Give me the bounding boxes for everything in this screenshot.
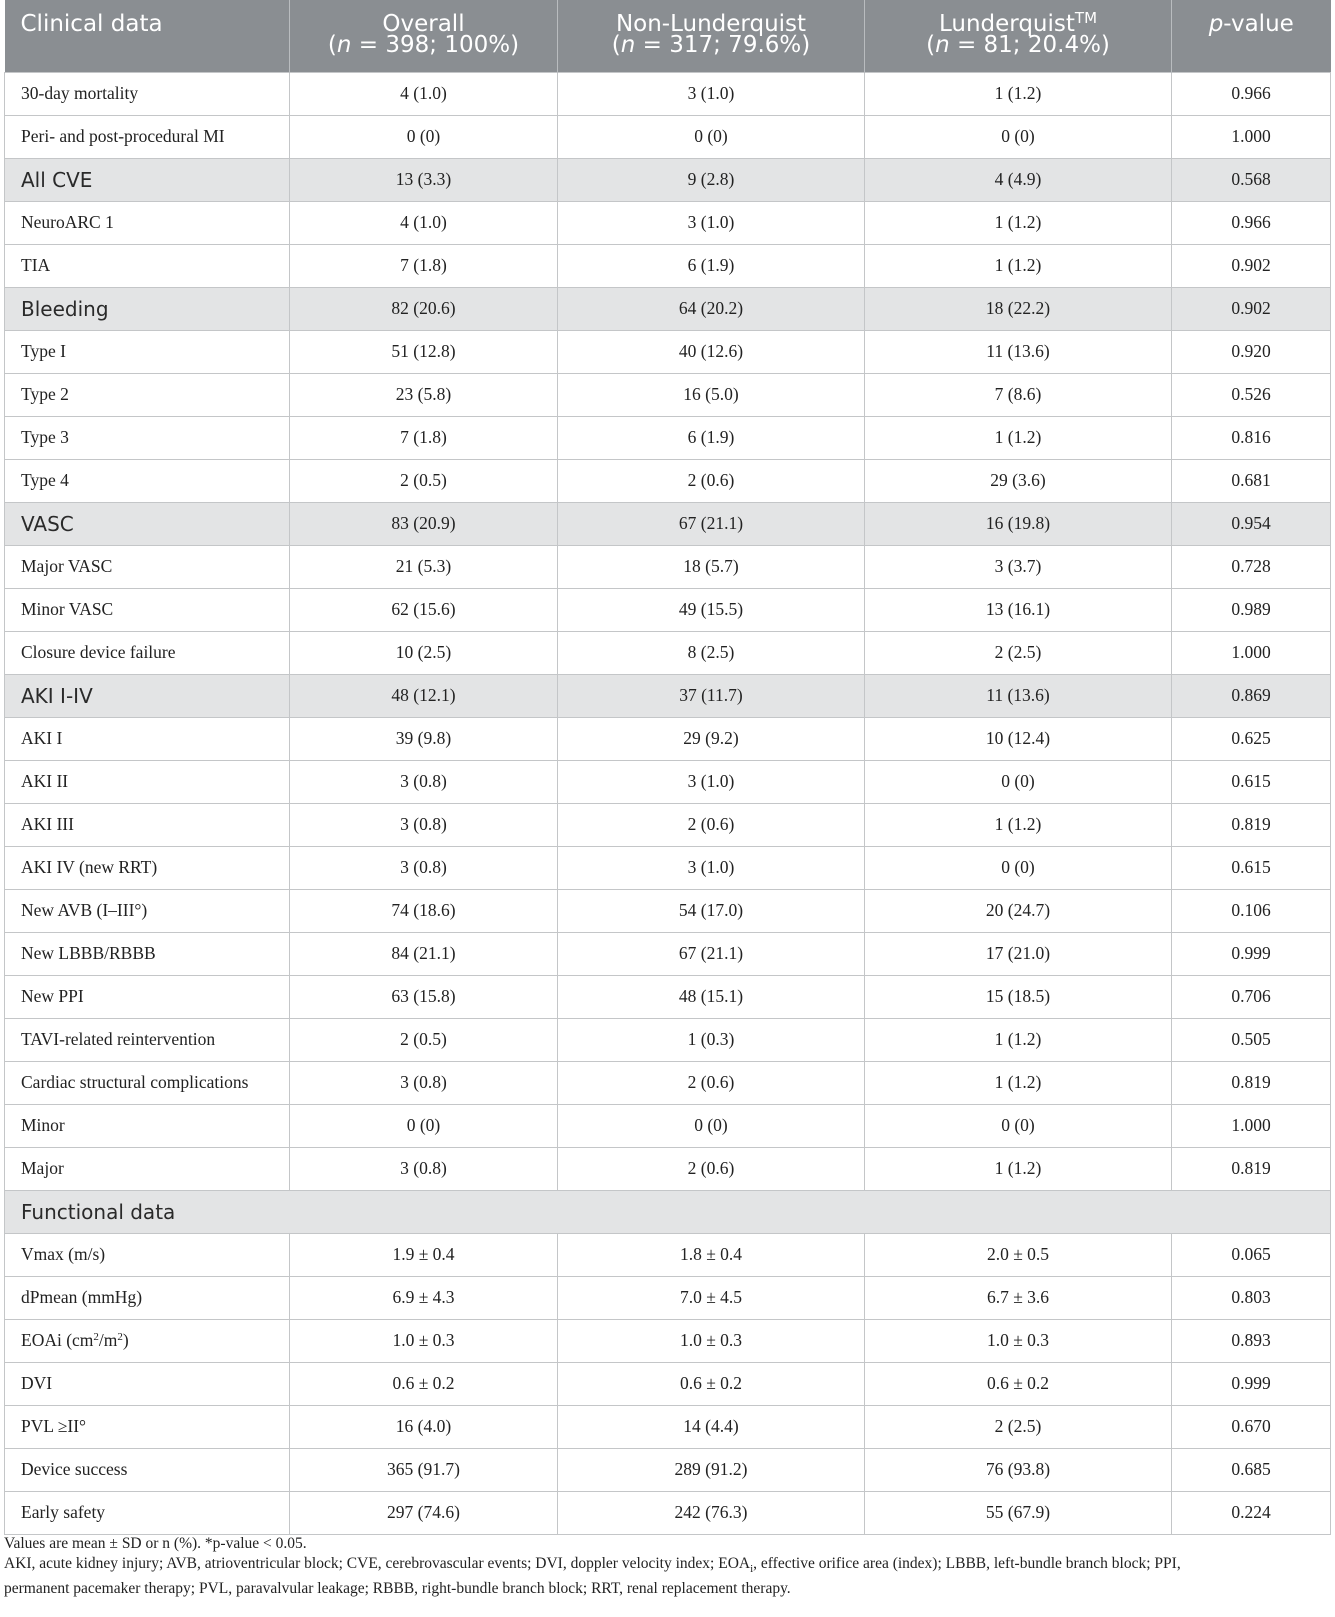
cell-overall: 21 (5.3): [290, 545, 558, 588]
cell-non-lunderquist: 6 (1.9): [558, 244, 865, 287]
cell-lunderquist: 0 (0): [865, 1104, 1172, 1147]
row-label-part: 2: [117, 1331, 123, 1343]
table-row: [5, 459, 1331, 502]
cell-p-value: 1.000: [1172, 115, 1331, 158]
cell-p-value: 0.065: [1172, 1233, 1331, 1276]
cell-non-lunderquist: 3 (1.0): [558, 201, 865, 244]
cell-non-lunderquist: 242 (76.3): [558, 1491, 865, 1534]
cell-overall: 0 (0): [290, 1104, 558, 1147]
cell-lunderquist: 3 (3.7): [865, 545, 1172, 588]
cell-p-value: 0.989: [1172, 588, 1331, 631]
cell-lunderquist: 16 (19.8): [865, 502, 1172, 545]
cell-lunderquist: 20 (24.7): [865, 889, 1172, 932]
table-row: [5, 373, 1331, 416]
table-row: [5, 717, 1331, 760]
cell-p-value: 0.999: [1172, 932, 1331, 975]
cell-overall: 23 (5.8): [290, 373, 558, 416]
row-label-part: ): [122, 1330, 129, 1350]
cell-non-lunderquist: 2 (0.6): [558, 1061, 865, 1104]
cell-non-lunderquist: 289 (91.2): [558, 1448, 865, 1491]
cell-p-value: 0.106: [1172, 889, 1331, 932]
table-row: [5, 330, 1331, 373]
cell-p-value: 0.803: [1172, 1276, 1331, 1319]
cell-lunderquist: 1 (1.2): [865, 803, 1172, 846]
cell-lunderquist: 1 (1.2): [865, 1061, 1172, 1104]
cell-overall: 4 (1.0): [290, 201, 558, 244]
row-label: Type I: [5, 330, 290, 373]
cell-lunderquist: 2 (2.5): [865, 1405, 1172, 1448]
row-label: Minor: [5, 1104, 290, 1147]
cell-lunderquist: 4 (4.9): [865, 158, 1172, 201]
table-row: [5, 1276, 1331, 1319]
cell-non-lunderquist: 18 (5.7): [558, 545, 865, 588]
cell-lunderquist: 1.0 ± 0.3: [865, 1319, 1172, 1362]
cell-lunderquist: 17 (21.0): [865, 932, 1172, 975]
cell-p-value: 0.966: [1172, 201, 1331, 244]
header-row: [5, 0, 1331, 72]
header-overall-title: Overall: [382, 11, 465, 37]
cell-p-value: 0.728: [1172, 545, 1331, 588]
table-row: [5, 287, 1331, 330]
cell-lunderquist: 10 (12.4): [865, 717, 1172, 760]
row-label: VASC: [5, 502, 290, 545]
cell-lunderquist: 1 (1.2): [865, 201, 1172, 244]
cell-non-lunderquist: 1.8 ± 0.4: [558, 1233, 865, 1276]
cell-non-lunderquist: 3 (1.0): [558, 72, 865, 115]
row-label: Major VASC: [5, 545, 290, 588]
row-label: dPmean (mmHg): [5, 1276, 290, 1319]
cell-overall: 2 (0.5): [290, 459, 558, 502]
cell-lunderquist: 0 (0): [865, 760, 1172, 803]
cell-overall: 74 (18.6): [290, 889, 558, 932]
cell-overall: 3 (0.8): [290, 760, 558, 803]
cell-p-value: 0.902: [1172, 287, 1331, 330]
row-label: Early safety: [5, 1491, 290, 1534]
table-row: [5, 1405, 1331, 1448]
header-lunderquist: [865, 0, 1172, 72]
row-label: Type 4: [5, 459, 290, 502]
cell-overall: 62 (15.6): [290, 588, 558, 631]
row-label: 30-day mortality: [5, 72, 290, 115]
cell-p-value: 0.999: [1172, 1362, 1331, 1405]
table-row: [5, 545, 1331, 588]
row-label: Major: [5, 1147, 290, 1190]
table-row: [5, 674, 1331, 717]
cell-lunderquist: 0 (0): [865, 846, 1172, 889]
cell-non-lunderquist: 40 (12.6): [558, 330, 865, 373]
row-label: New LBBB/RBBB: [5, 932, 290, 975]
cell-non-lunderquist: 29 (9.2): [558, 717, 865, 760]
cell-lunderquist: 0.6 ± 0.2: [865, 1362, 1172, 1405]
cell-p-value: 0.966: [1172, 72, 1331, 115]
cell-non-lunderquist: 48 (15.1): [558, 975, 865, 1018]
cell-lunderquist: 7 (8.6): [865, 373, 1172, 416]
header-lunderquist-n: (n = 81; 20.4%): [926, 32, 1110, 58]
cell-non-lunderquist: 37 (11.7): [558, 674, 865, 717]
table-row: [5, 416, 1331, 459]
row-label-part: EOAi (cm: [21, 1330, 94, 1350]
table-row: [5, 1104, 1331, 1147]
cell-overall: 3 (0.8): [290, 1147, 558, 1190]
row-label-part: /m: [98, 1330, 118, 1350]
cell-overall: 7 (1.8): [290, 244, 558, 287]
cell-p-value: 0.505: [1172, 1018, 1331, 1061]
cell-non-lunderquist: 8 (2.5): [558, 631, 865, 674]
cell-overall: 1.0 ± 0.3: [290, 1319, 558, 1362]
footnote-abbr-part1: AKI, acute kidney injury; AVB, atrioventricular block; CVE, cerebrovascular events; DVI, doppler velocity index; EOA: [4, 1555, 751, 1572]
row-label: Closure device failure: [5, 631, 290, 674]
cell-non-lunderquist: 67 (21.1): [558, 502, 865, 545]
row-label: Cardiac structural complications: [5, 1061, 290, 1104]
cell-lunderquist: 1 (1.2): [865, 1018, 1172, 1061]
table-row: [5, 72, 1331, 115]
cell-non-lunderquist: 0.6 ± 0.2: [558, 1362, 865, 1405]
cell-lunderquist: 2 (2.5): [865, 631, 1172, 674]
cell-p-value: 0.819: [1172, 1147, 1331, 1190]
table-row: [5, 115, 1331, 158]
cell-non-lunderquist: 67 (21.1): [558, 932, 865, 975]
header-lunderquist-title: Lunderquist: [938, 11, 1075, 37]
cell-overall: 4 (1.0): [290, 72, 558, 115]
cell-non-lunderquist: 3 (1.0): [558, 760, 865, 803]
table-row: [5, 932, 1331, 975]
cell-lunderquist: 1 (1.2): [865, 1147, 1172, 1190]
cell-non-lunderquist: 14 (4.4): [558, 1405, 865, 1448]
row-label: Peri- and post-procedural MI: [5, 115, 290, 158]
row-label: Bleeding: [5, 287, 290, 330]
header-overall: [290, 0, 558, 72]
cell-overall: 51 (12.8): [290, 330, 558, 373]
header-non-lunderquist-title: Non-Lunderquist: [615, 11, 807, 37]
row-label: AKI III: [5, 803, 290, 846]
row-label: Minor VASC: [5, 588, 290, 631]
cell-overall: 1.9 ± 0.4: [290, 1233, 558, 1276]
table-row: [5, 846, 1331, 889]
cell-non-lunderquist: 1 (0.3): [558, 1018, 865, 1061]
cell-p-value: 0.706: [1172, 975, 1331, 1018]
header-non-lunderquist-n: (n = 317; 79.6%): [611, 32, 811, 58]
table-row: [5, 803, 1331, 846]
row-label: Vmax (m/s): [5, 1233, 290, 1276]
table-row: [5, 1233, 1331, 1276]
cell-non-lunderquist: 64 (20.2): [558, 287, 865, 330]
cell-p-value: 0.902: [1172, 244, 1331, 287]
row-label: Device success: [5, 1448, 290, 1491]
cell-lunderquist: 55 (67.9): [865, 1491, 1172, 1534]
row-label: All CVE: [5, 158, 290, 201]
cell-overall: 48 (12.1): [290, 674, 558, 717]
cell-p-value: 1.000: [1172, 631, 1331, 674]
row-label: AKI I-IV: [5, 674, 290, 717]
table-row: [5, 1448, 1331, 1491]
cell-overall: 0 (0): [290, 115, 558, 158]
table-row: [5, 975, 1331, 1018]
cell-p-value: 0.625: [1172, 717, 1331, 760]
cell-overall: 2 (0.5): [290, 1018, 558, 1061]
cell-overall: 7 (1.8): [290, 416, 558, 459]
table-row: [5, 1018, 1331, 1061]
cell-p-value: 0.224: [1172, 1491, 1331, 1534]
row-label: PVL ≥II°: [5, 1405, 290, 1448]
section-heading: Functional data: [5, 1190, 1331, 1233]
header-clinical-data-label: Clinical data: [20, 11, 163, 37]
cell-overall: 13 (3.3): [290, 158, 558, 201]
cell-lunderquist: 29 (3.6): [865, 459, 1172, 502]
table-row: [5, 1362, 1331, 1405]
cell-p-value: 1.000: [1172, 1104, 1331, 1147]
cell-non-lunderquist: 49 (15.5): [558, 588, 865, 631]
row-label: AKI I: [5, 717, 290, 760]
cell-p-value: 0.869: [1172, 674, 1331, 717]
table-row: [5, 760, 1331, 803]
cell-lunderquist: 6.7 ± 3.6: [865, 1276, 1172, 1319]
table-body: [5, 72, 1331, 1534]
table-row: [5, 244, 1331, 287]
row-label: NeuroARC 1: [5, 201, 290, 244]
cell-overall: 6.9 ± 4.3: [290, 1276, 558, 1319]
table-row: [5, 158, 1331, 201]
row-label: Type 2: [5, 373, 290, 416]
cell-p-value: 0.615: [1172, 760, 1331, 803]
header-p-value: [1172, 0, 1331, 72]
cell-overall: 297 (74.6): [290, 1491, 558, 1534]
row-label: New AVB (I–III°): [5, 889, 290, 932]
cell-p-value: 0.568: [1172, 158, 1331, 201]
cell-overall: 3 (0.8): [290, 1061, 558, 1104]
table-row: [5, 201, 1331, 244]
cell-lunderquist: 76 (93.8): [865, 1448, 1172, 1491]
cell-lunderquist: 0 (0): [865, 115, 1172, 158]
row-label: New PPI: [5, 975, 290, 1018]
cell-p-value: 0.816: [1172, 416, 1331, 459]
row-label: TAVI-related reintervention: [5, 1018, 290, 1061]
table-row: [5, 1491, 1331, 1534]
cell-overall: 83 (20.9): [290, 502, 558, 545]
row-label: AKI II: [5, 760, 290, 803]
cell-non-lunderquist: 0 (0): [558, 1104, 865, 1147]
table-footnotes: [4, 1534, 1330, 1599]
table-row: [5, 631, 1331, 674]
table-row: [5, 588, 1331, 631]
clinical-outcomes-table: [4, 0, 1331, 1535]
cell-overall: 365 (91.7): [290, 1448, 558, 1491]
cell-non-lunderquist: 2 (0.6): [558, 1147, 865, 1190]
cell-p-value: 0.526: [1172, 373, 1331, 416]
cell-lunderquist: 18 (22.2): [865, 287, 1172, 330]
row-label: TIA: [5, 244, 290, 287]
cell-non-lunderquist: 54 (17.0): [558, 889, 865, 932]
cell-non-lunderquist: 2 (0.6): [558, 459, 865, 502]
cell-non-lunderquist: 3 (1.0): [558, 846, 865, 889]
footnote-abbr-sub: i: [750, 1563, 754, 1576]
row-label: AKI IV (new RRT): [5, 846, 290, 889]
footnote-values: Values are mean ± SD or n (%). *p-value < 0.05.: [4, 1535, 307, 1552]
cell-non-lunderquist: 1.0 ± 0.3: [558, 1319, 865, 1362]
cell-p-value: 0.685: [1172, 1448, 1331, 1491]
footnote-abbreviations: [4, 1554, 1330, 1579]
cell-lunderquist: 2.0 ± 0.5: [865, 1233, 1172, 1276]
cell-non-lunderquist: 2 (0.6): [558, 803, 865, 846]
cell-p-value: 0.670: [1172, 1405, 1331, 1448]
header-p-value-label: p-value: [1208, 11, 1294, 37]
table-row: [5, 1061, 1331, 1104]
row-label: [5, 1319, 290, 1362]
footnote-abbr-part2: , effective orifice area (index); LBBB, left-bundle branch block; PPI,: [753, 1555, 1181, 1572]
row-label-part: 2: [93, 1331, 99, 1343]
table-row: [5, 502, 1331, 545]
results-table-container: [4, 0, 1330, 1535]
footnote-abbreviations-cont: permanent pacemaker therapy; PVL, paravalvular leakage; RBBB, right-bundle branch block; RRT, renal replacement therapy.: [4, 1580, 791, 1598]
table-header: [5, 0, 1331, 72]
table-row: [5, 1147, 1331, 1190]
row-label: DVI: [5, 1362, 290, 1405]
cell-lunderquist: 13 (16.1): [865, 588, 1172, 631]
cell-overall: 3 (0.8): [290, 846, 558, 889]
row-label: Type 3: [5, 416, 290, 459]
cell-p-value: 0.681: [1172, 459, 1331, 502]
trademark-mark: TM: [1074, 9, 1098, 27]
table-row: [5, 889, 1331, 932]
cell-p-value: 0.893: [1172, 1319, 1331, 1362]
cell-overall: 3 (0.8): [290, 803, 558, 846]
cell-non-lunderquist: 7.0 ± 4.5: [558, 1276, 865, 1319]
cell-non-lunderquist: 0 (0): [558, 115, 865, 158]
cell-overall: 84 (21.1): [290, 932, 558, 975]
cell-overall: 39 (9.8): [290, 717, 558, 760]
header-non-lunderquist: [558, 0, 865, 72]
cell-non-lunderquist: 16 (5.0): [558, 373, 865, 416]
table-row: [5, 1319, 1331, 1362]
cell-overall: 63 (15.8): [290, 975, 558, 1018]
cell-overall: 16 (4.0): [290, 1405, 558, 1448]
header-clinical-data: [5, 0, 290, 72]
cell-non-lunderquist: 9 (2.8): [558, 158, 865, 201]
cell-lunderquist: 1 (1.2): [865, 244, 1172, 287]
cell-p-value: 0.819: [1172, 803, 1331, 846]
cell-p-value: 0.954: [1172, 502, 1331, 545]
cell-lunderquist: 11 (13.6): [865, 330, 1172, 373]
cell-overall: 10 (2.5): [290, 631, 558, 674]
cell-overall: 0.6 ± 0.2: [290, 1362, 558, 1405]
cell-lunderquist: 1 (1.2): [865, 72, 1172, 115]
cell-non-lunderquist: 6 (1.9): [558, 416, 865, 459]
cell-lunderquist: 15 (18.5): [865, 975, 1172, 1018]
cell-p-value: 0.920: [1172, 330, 1331, 373]
cell-overall: 82 (20.6): [290, 287, 558, 330]
cell-p-value: 0.819: [1172, 1061, 1331, 1104]
cell-lunderquist: 1 (1.2): [865, 416, 1172, 459]
table-row: [5, 1190, 1331, 1233]
header-overall-n: (n = 398; 100%): [327, 32, 520, 58]
cell-p-value: 0.615: [1172, 846, 1331, 889]
cell-lunderquist: 11 (13.6): [865, 674, 1172, 717]
